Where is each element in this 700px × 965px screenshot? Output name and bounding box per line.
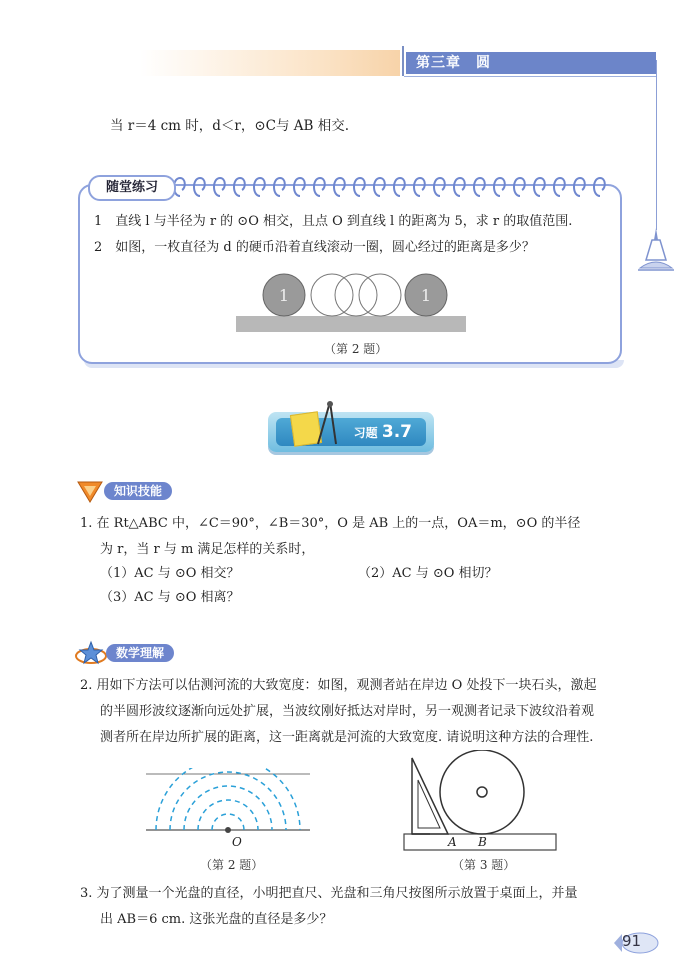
figure3-label-b: B xyxy=(478,835,487,849)
page-number: 91 xyxy=(622,932,642,950)
problem2-line1: 2. 用如下方法可以估测河流的大致宽度：如图，观测者站在岸边 O 处投下一块石头，激起 xyxy=(80,678,597,693)
svg-text:1: 1 xyxy=(420,286,432,305)
header-gradient xyxy=(140,50,400,76)
spiral-binding xyxy=(170,170,620,202)
rolling-coin-figure xyxy=(236,270,466,334)
chapter-title: 第三章 圆 xyxy=(406,52,656,74)
problem3-line1: 3. 为了测量一个光盘的直径，小明把直尺、光盘和三角尺按图所示放置于桌面上，并量 xyxy=(80,886,578,901)
header-underline xyxy=(404,76,656,77)
header-divider xyxy=(402,46,404,76)
figure3-label-a: A xyxy=(448,835,457,849)
problem1-part-a: （1）AC 与 ⊙O 相交？ xyxy=(100,566,240,581)
compass-icon xyxy=(306,400,346,448)
problem1-line1: 1. 在 Rt△ABC 中，∠C＝90°，∠B＝30°，O 是 AB 上的一点，OA＝m，⊙O 的半径 xyxy=(80,516,581,531)
side-rule xyxy=(656,60,657,230)
knowledge-section-icon xyxy=(76,478,104,504)
figure3-caption: （第 3 题） xyxy=(452,858,516,872)
math-section-icon xyxy=(74,640,108,666)
problem1-part-b: （2）AC 与 ⊙O 相切？ xyxy=(358,566,498,581)
exercise-question-1: 1 直线 l 与半径为 r 的 ⊙O 相交，且点 O 到直线 l 的距离为 5，求 r 的取值范围. xyxy=(94,214,573,229)
problem2-line3: 测者所在岸边所扩展的距离，这一距离就是河流的大致宽度. 请说明这种方法的合理性. xyxy=(100,730,594,745)
problem1-part-c: （3）AC 与 ⊙O 相离？ xyxy=(100,590,240,605)
tower-icon xyxy=(636,226,676,274)
intro-text: 当 r＝4 cm 时，d＜r，⊙C与 AB 相交. xyxy=(110,118,350,134)
problem3-line2: 出 AB＝6 cm. 这张光盘的直径是多少？ xyxy=(100,912,333,927)
section-knowledge: 知识技能 xyxy=(104,482,172,500)
svg-text:1: 1 xyxy=(278,286,290,305)
ripple-figure xyxy=(146,768,310,848)
ripple-origin-label: O xyxy=(232,835,242,848)
disc-measurement-figure xyxy=(400,750,560,852)
exercise-title: 随堂练习 xyxy=(88,175,176,201)
badge-label: 习题 xyxy=(353,426,378,440)
problem1-line2: 为 r，当 r 与 m 满足怎样的关系时， xyxy=(100,542,315,557)
badge-number: 3.7 xyxy=(381,422,412,442)
problem2-line2: 的半圆形波纹逐渐向远处扩展，当波纹刚好抵达对岸时，另一观测者记录下波纹沿着观 xyxy=(100,704,595,719)
exercise-question-2: 2 如图，一枚直径为 d 的硬币沿着直线滚动一圈，圆心经过的距离是多少？ xyxy=(94,240,535,255)
section-math: 数学理解 xyxy=(106,644,174,662)
figure2-caption: （第 2 题） xyxy=(200,858,264,872)
exercise-figure-caption: （第 2 题） xyxy=(324,342,388,356)
